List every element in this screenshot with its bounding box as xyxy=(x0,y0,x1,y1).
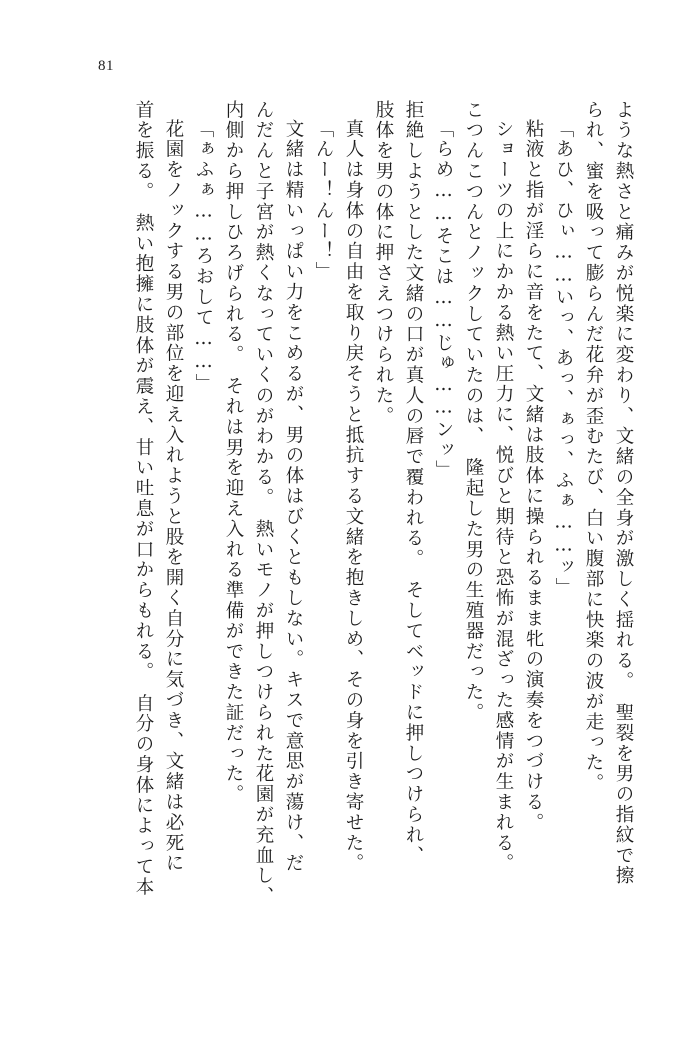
text-line: こつんこつんとノックしていたのは、 隆起した男の生殖器だった。 xyxy=(463,100,484,724)
text-line: 文緒は精いっぱい力をこめるが、男の体はびくともしない。キスで意思が蕩け、だ xyxy=(283,119,304,874)
text-line: 内側から押しひろげられる。 それは男を迎え入れる準備ができた証だった。 xyxy=(223,100,244,805)
page-number: 81 xyxy=(98,58,114,74)
text-line: 「ぁふぁ……ろおして……」 xyxy=(193,119,214,395)
text-line: 「らめ……そこは……じゅ……ンッ」 xyxy=(433,119,454,481)
text-line: 肢体を男の体に押さえつけられた。 xyxy=(373,100,394,427)
text-line: 粘液と指が淫らに音をたて、文緒は肢体に操られるまま牝の演奏をつづける。 xyxy=(523,119,544,833)
text-line: 花園をノックする男の部位を迎え入れようと股を開く自分に気づき、文緒は必死に xyxy=(163,119,184,874)
text-line: 首を振る。 熱い抱擁に肢体が震え、甘い吐息が口からもれる。 自分の身体によって本 xyxy=(133,100,154,898)
text-line: られ、蜜を吸って膨らんだ花弁が歪むたび、白い腹部に快楽の波が走った。 xyxy=(583,100,604,794)
vertical-text-body xyxy=(62,100,632,980)
text-line: 真人は身体の自由を取り戻そうと抵抗する文緒を抱きしめ、その身を引き寄せた。 xyxy=(343,119,364,874)
text-line: ような熱さと痛みが悦楽に変わり、文緒の全身が激しく揺れる。 聖裂を男の指紋で擦 xyxy=(613,100,634,887)
text-line: んだんと子宮が熱くなっていくのがわかる。 熱いモノが押しつけられた花園が充血し、 xyxy=(253,100,274,907)
text-line: ショーツの上にかかる熱い圧力に、悦びと期待と恐怖が混ざった感情が生まれる。 xyxy=(493,119,514,874)
text-line: 「あひ、ひぃ……いっ、あっ、ぁっ、ふぁ……ッ」 xyxy=(553,119,574,599)
text-line: 「んー！んー！」 xyxy=(313,119,334,283)
text-line: 拒絶しようとした文緒の口が真人の唇で覆われる。 そしてベッドに押しつけられ、 xyxy=(403,100,424,866)
